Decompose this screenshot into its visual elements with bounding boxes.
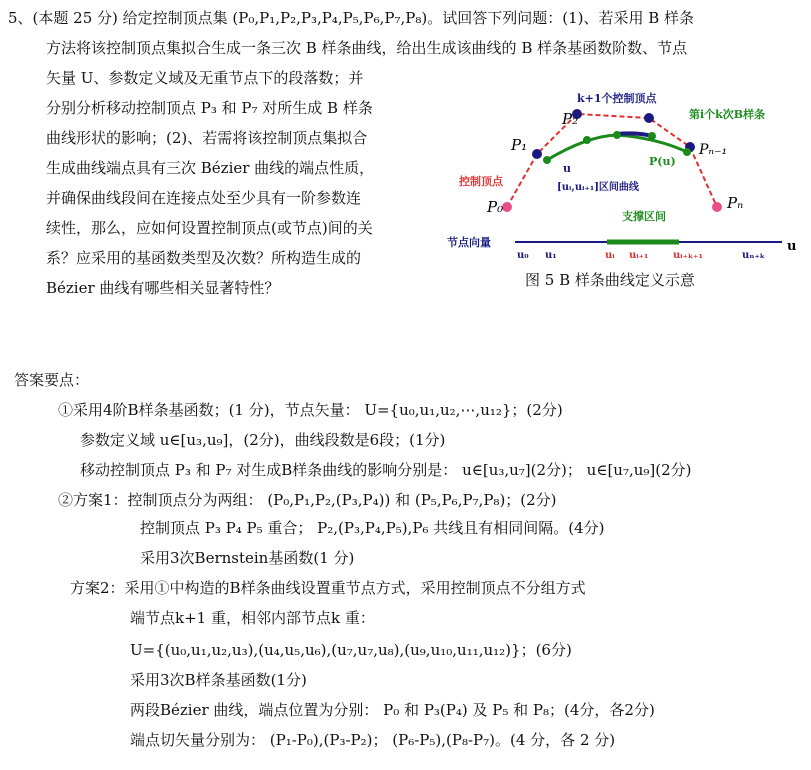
answer-line-4: ②方案1：控制顶点分为两组： (P₀,P₁,P₂,(P₃,P₄)) 和 (P₅,P₆,P₇,P₈)；(2分) bbox=[58, 491, 557, 509]
bspline-figure bbox=[437, 80, 803, 290]
label-u: u bbox=[563, 162, 571, 175]
knot-label-ik1: uᵢ₊ₖ₊₁ bbox=[673, 250, 703, 261]
label-p2: P₂ bbox=[562, 110, 579, 128]
control-point-p0 bbox=[502, 202, 512, 212]
label-pu: P(u) bbox=[649, 155, 676, 168]
knot-label-i: uᵢ bbox=[605, 250, 615, 261]
answer-line-10: 采用3次B样条基函数(1分) bbox=[130, 671, 307, 689]
knot-label-nk: uₙ₊ₖ bbox=[742, 250, 765, 261]
curve-point-4 bbox=[648, 132, 656, 140]
control-point-p1 bbox=[532, 149, 542, 159]
label-pn1: Pₙ₋₁ bbox=[699, 142, 728, 158]
knot-label-0: u₀ bbox=[517, 250, 529, 261]
curve-point-3 bbox=[613, 131, 621, 139]
answer-line-8: 端节点k+1 重，相邻内部节点k 重： bbox=[130, 609, 375, 627]
label-p0: P₀ bbox=[487, 198, 504, 216]
question-line-1: 5、(本题 25 分) 给定控制顶点集 (P₀,P₁,P₂,P₃,P₄,P₅,P₆,P₇,P₈)。试回答下列问题：(1)、若采用 B 样条 bbox=[8, 9, 695, 27]
label-ith-bspline: 第i个k次B样条 bbox=[689, 108, 766, 121]
label-ctrl-points: 控制顶点 bbox=[459, 175, 503, 188]
question-line-2: 方法将该控制顶点集拟合生成一条三次 B 样条曲线，给出生成该曲线的 B 样条基函数阶数、节点 bbox=[46, 39, 688, 57]
answer-line-12: 端点切矢量分别为： (P₁-P₀),(P₃-P₂)； (P₆-P₅),(P₈-P₇)。(4 分，各 2 分) bbox=[130, 731, 616, 749]
control-polygon bbox=[507, 114, 717, 207]
knot-label-1: u₁ bbox=[545, 250, 557, 261]
question-line-3: 矢量 U、参数定义域及无重节点下的段落数；并 bbox=[46, 69, 364, 87]
answer-line-5: 控制顶点 P₃ P₄ P₅ 重合； P₂,(P₃,P₄,P₅),P₆ 共线且有相同间隔。(4分) bbox=[140, 519, 605, 537]
answer-line-1: ①采用4阶B样条基函数；(1 分)，节点矢量： U={u₀,u₁,u₂,⋯,u₁₂}；(2分) bbox=[58, 401, 563, 419]
question-line-9: 系？应采用的基函数类型及次数？所构造生成的 bbox=[46, 249, 362, 267]
label-support-interval: 支撑区间 bbox=[622, 210, 666, 223]
knot-label-i1: uᵢ₊₁ bbox=[629, 250, 649, 261]
label-k1-points: k+1个控制顶点 bbox=[577, 92, 657, 105]
bspline-diagram bbox=[437, 80, 803, 270]
label-knot-vector: 节点向量 bbox=[447, 236, 491, 249]
question-line-8: 续性，那么，应如何设置控制顶点(或节点)间的关 bbox=[46, 219, 373, 237]
control-point-pn bbox=[712, 202, 722, 212]
answer-title: 答案要点： bbox=[14, 371, 90, 389]
curve-point-5 bbox=[683, 148, 691, 156]
control-point-p3 bbox=[644, 113, 654, 123]
answer-line-3: 移动控制顶点 P₃ 和 P₇ 对生成B样条曲线的影响分别是： u∈[u₃,u₇](2分)； u∈[u₇,u₉](2分) bbox=[80, 461, 692, 479]
question-line-6: 生成曲线端点具有三次 Bézier 曲线的端点性质， bbox=[46, 159, 375, 177]
answer-line-6: 采用3次Bernstein基函数(1 分) bbox=[140, 549, 355, 567]
question-line-4: 分别分析移动控制顶点 P₃ 和 P₇ 对所生成 B 样条 bbox=[46, 99, 373, 117]
label-p1: P₁ bbox=[511, 136, 528, 154]
question-line-7: 并确保曲线段间在连接点处至少具有一阶参数连 bbox=[46, 189, 362, 207]
question-line-10: Bézier 曲线有哪些相关显著特性？ bbox=[46, 279, 280, 297]
answer-line-9: U={(u₀,u₁,u₂,u₃),(u₄,u₅,u₆),(u₇,u₇,u₈),(u₉,u₁₀,u₁₁,u₁₂)}；(6分) bbox=[130, 641, 572, 659]
answer-line-11: 两段Bézier 曲线，端点位置为分别： P₀ 和 P₃(P₄) 及 P₅ 和 P₈；(4分，各2分) bbox=[130, 701, 655, 719]
curve-point-1 bbox=[543, 156, 551, 164]
label-axis-u: u bbox=[787, 239, 797, 254]
figure-caption: 图 5 B 样条曲线定义示意 bbox=[525, 271, 695, 289]
answer-line-2: 参数定义域 u∈[u₃,u₉]，(2分)，曲线段数是6段；(1分) bbox=[80, 431, 446, 449]
curve-point-2 bbox=[583, 136, 591, 144]
label-interval-curve: [uᵢ,uᵢ₊₁]区间曲线 bbox=[557, 182, 639, 193]
label-pn: Pₙ bbox=[727, 194, 744, 212]
question-line-5: 曲线形状的影响；(2)、若需将该控制顶点集拟合 bbox=[46, 129, 368, 147]
answer-line-7: 方案2：采用①中构造的B样条曲线设置重节点方式，采用控制顶点不分组方式 bbox=[70, 579, 586, 597]
